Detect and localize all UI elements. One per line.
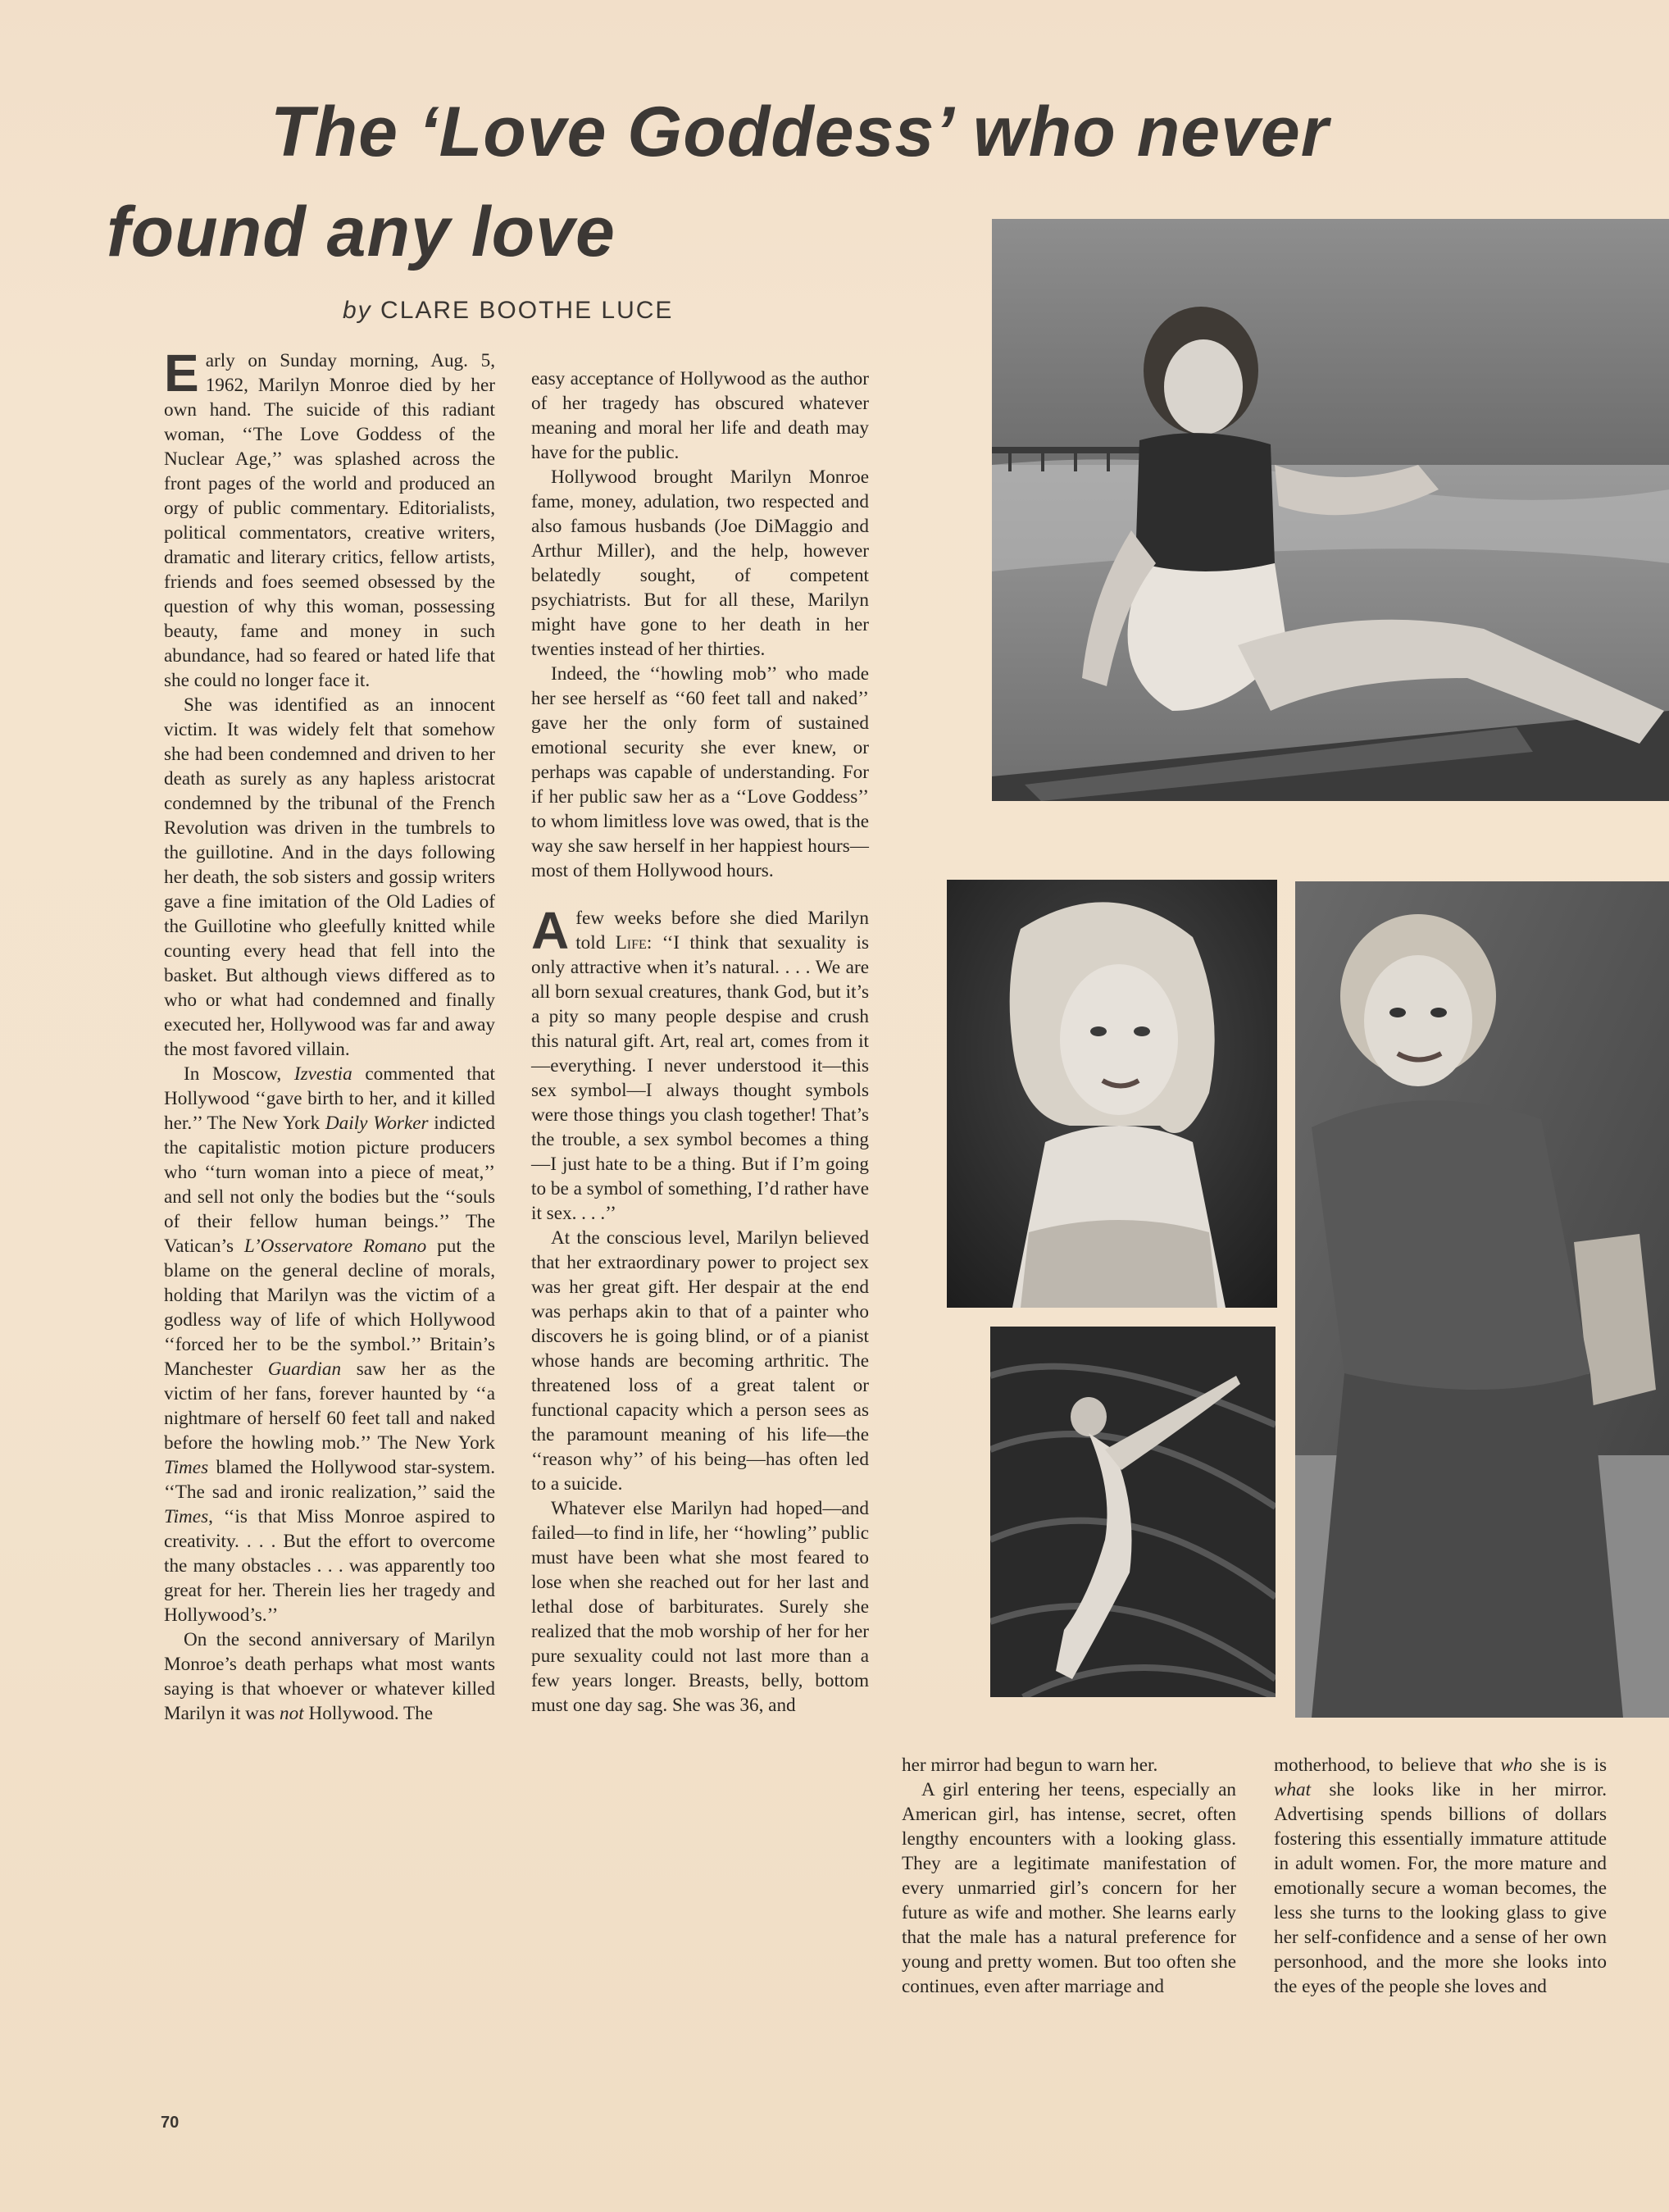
publication-name: Daily Worker (325, 1113, 429, 1134)
drop-cap: E (164, 344, 199, 403)
text-run: few weeks before she died Marilyn told (575, 908, 869, 954)
paragraph (164, 1062, 495, 1627)
text-run: she looks like in her mirror. Advertising spends billions of dollars fostering this essentially immature attitude in adult women. For, the more mature and emotionally secure a woman becomes, the less she turns to the looking glass to give her self-confidence and a sense of her own personhood, and the more she looks into the eyes of the people she loves and (1274, 1779, 1607, 1997)
publication-name: L’Osservatore Romano (243, 1236, 427, 1257)
text-column-4 (1274, 1753, 1607, 1999)
glamour-portrait-photo (947, 880, 1277, 1308)
text-run: blamed the Hollywood star-system. ‘‘The sad and ironic realization,’’ said the (164, 1457, 495, 1503)
text-run: commented that Hollywood ‘‘gave birth to her, and it killed her.’’ The New York (164, 1063, 495, 1134)
paragraph: She was identified as an innocent victim. It was widely felt that somehow she had been condemned and driven to her death as surely as any hapless aristocrat condemned by the tribunal of the French Revolution was driven in the tumbrels to the guillotine. And in the days following her death, the sob sisters and gossip writers gave a fine imitation of the Old Ladies of the Guillotine who gleefully knitted while counting every head that fell into the basket. But although views differed as to who or what had condemned and finally executed her, Hollywood was far and away the most favored villain. (164, 694, 495, 1060)
publication-name: Times (164, 1506, 209, 1527)
beach-pose-photo (992, 219, 1669, 801)
paragraph: Whatever else Marilyn had hoped—and failed—to find in life, her ‘‘howling’’ public must have been what she most feared to lose when she reached out for her last and lethal dose of barbiturates. Surely she realized that the mob worship of her for her pure sexuality could not last more than a few years longer. Breasts, belly, bottom must one day sag. She was 36, and (531, 1498, 869, 1716)
text-run: indicted the capitalistic motion picture producers who ‘‘turn woman into a piece of meat,’’ and sell not only the bodies but the ‘‘souls of their fellow human beings.’’ The Vatican’s (164, 1113, 495, 1257)
text-run: On the second anniversary of Marilyn Monroe’s death perhaps what most wants saying is that whoever or whatever killed Marilyn it was (164, 1629, 495, 1724)
paragraph: At the conscious level, Marilyn believed that her extraordinary power to project sex was her great gift. Her despair at the end was perhaps akin to that of a painter who discovers he is going blind, or of a pianist whose hands are becoming arthritic. The threatened loss of a great talent or functional capacity which a person sees as the paramount meaning of his life—the ‘‘reason why’’ of his being—has often led to a suicide. (531, 1227, 869, 1495)
photograph-icon (947, 880, 1277, 1308)
byline (343, 297, 673, 325)
text-column-2 (531, 366, 869, 1718)
headline-line-2: found any love (107, 193, 616, 271)
paragraph: her mirror had begun to warn her. (902, 1755, 1158, 1776)
publication-name: Life (615, 932, 647, 954)
paragraph (164, 1627, 495, 1726)
emphasis: who (1500, 1755, 1533, 1776)
paragraph: Indeed, the ‘‘howling mob’’ who made her see herself as ‘‘60 feet tall and naked’’ gave her the only form of sustained emotional security she ever knew, or perhaps was capable of understanding. For if her public saw her as a ‘‘Love Goddess’’ to whom limitless love was owed, that is the way she saw herself in her happiest hours—most of them Hollywood hours. (531, 663, 869, 881)
text-column-3 (902, 1753, 1236, 1999)
text-run: motherhood, to believe that (1274, 1755, 1501, 1776)
text-run: saw her as the victim of her fans, forever haunted by ‘‘a nightmare of herself 60 feet tall and naked before the howling mob.’’ The New York (164, 1359, 495, 1454)
paragraph (531, 901, 869, 1226)
text-run: she is is (1532, 1755, 1607, 1776)
photograph-icon (990, 1327, 1276, 1697)
paragraph (1274, 1753, 1607, 1999)
paragraph (164, 344, 495, 693)
paragraph: Hollywood brought Marilyn Monroe fame, money, adulation, two respected and also famous husbands (Joe DiMaggio and Arthur Miller), and the help, however belatedly sought, of competent psychiatrists. But for all these, Marilyn might have gone to her death in her twenties instead of her thirties. (531, 467, 869, 660)
paragraph-text: arly on Sunday morning, Aug. 5, 1962, Marilyn Monroe died by her own hand. The suicide of this radiant woman, ‘‘The Love Goddess of the Nuclear Age,’’ was splashed across the front pages of the world and produced an orgy of public commentary. Editorialists, political commentators, creative writers, dramatic and literary critics, fellow artists, friends and foes seemed obsessed by the question of why this woman, possessing beauty, fame and money in such abundance, had so feared or hated life that she could no longer face it. (164, 350, 495, 691)
text-column-1 (164, 344, 495, 1726)
drapery-pose-photo (990, 1327, 1276, 1697)
publication-name: Izvestia (293, 1063, 352, 1085)
paragraph: easy acceptance of Hollywood as the author of her tragedy has obscured whatever meaning and moral her life and death may have for the public. (531, 368, 869, 463)
seated-sweater-photo (1295, 881, 1669, 1718)
photograph-icon (992, 219, 1669, 801)
emphasis: not (280, 1703, 304, 1724)
photograph-icon (1295, 881, 1669, 1718)
publication-name: Times (164, 1457, 209, 1478)
text-run: put the blame on the general decline of morals, holding that Marilyn was the victim of a godless way of life of which Hollywood ‘‘forced her to be the symbol.’’ Britain’s Manchester (164, 1236, 495, 1380)
text-run: Hollywood. The (303, 1703, 434, 1724)
emphasis: what (1274, 1779, 1312, 1800)
publication-name: Guardian (267, 1359, 342, 1380)
text-run: In Moscow, (184, 1063, 294, 1085)
paragraph: A girl entering her teens, especially an American girl, has intense, secret, often lengthy encounters with a looking glass. They are a legitimate manifestation of every unmarried girl’s concern for her future as wife and mother. She learns early that the male has a natural preference for young and pretty women. But too often she continues, even after marriage and (902, 1779, 1236, 1997)
drop-cap: A (531, 901, 570, 960)
text-run: , ‘‘is that Miss Monroe aspired to creativity. . . . But the effort to overcome the many obstacles . . . was apparently too great for her. Therein lies her tragedy and Hollywood’s.’’ (164, 1506, 495, 1626)
page-number: 70 (161, 2114, 180, 2132)
byline-author: CLARE BOOTHE LUCE (380, 297, 674, 324)
section-break (531, 883, 869, 906)
text-run: : ‘‘I think that sexuality is only attractive when it’s natural. . . . We are all born sexual creatures, thank God, but it’s a pity so many people despise and crush this natural gift. Art, real art, comes from it—everything. I never understood it—this sex symbol—I always thought symbols were those things you clash together! That’s the trouble, a sex symbol becomes a thing—I just hate to be a thing. But if I’m going to be a symbol of something, I’d rather have it sex. . . .’’ (531, 932, 869, 1224)
headline-line-1: The ‘Love Goddess’ who never (271, 93, 1330, 171)
byline-prefix: by (343, 297, 381, 324)
